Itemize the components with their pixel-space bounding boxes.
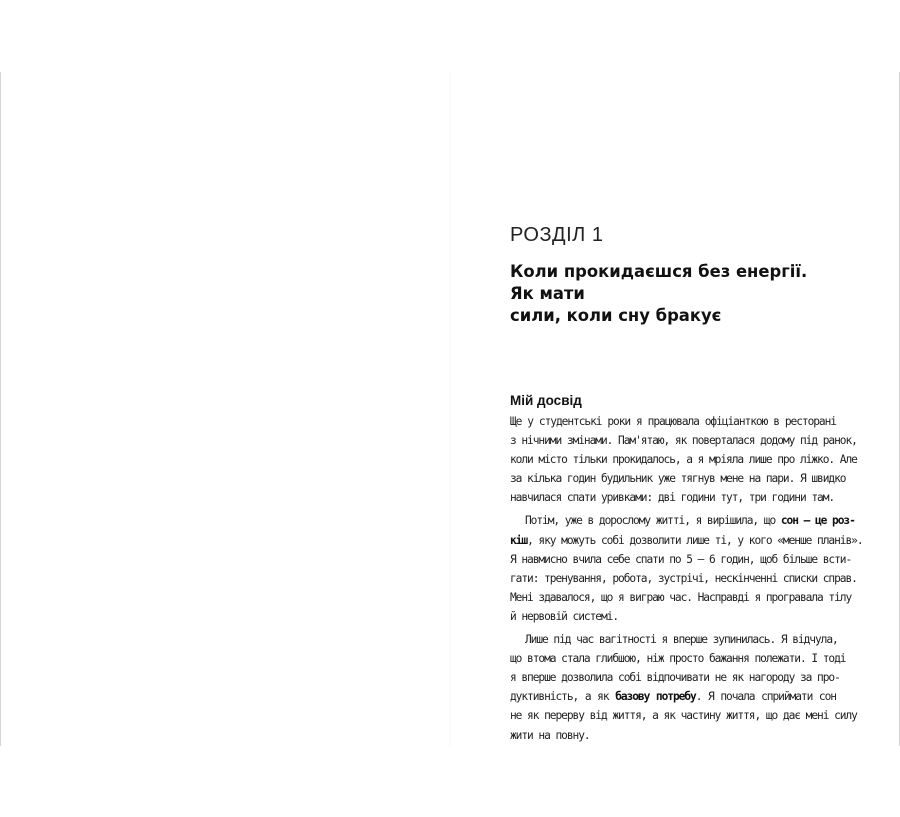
chapter-title-line-1: Коли прокидаєшся без енергії. Як мати (510, 262, 808, 303)
paragraph-1-line: Ще у студентські роки я працювала офіціанткою в ресторані (510, 415, 836, 428)
paragraph-1-line: навчилася спати уривками: дві години тут, три години там. (510, 491, 835, 505)
paragraph-1-line: за кілька годин будильник уже тягнув мене на пари. Я швидко (510, 472, 846, 486)
emphasis-sleep-luxury-end: кіш (510, 533, 528, 547)
paragraph-2 (510, 511, 863, 626)
paragraph-2-line: й нервовій системі. (510, 609, 619, 623)
paragraph-3-line: що втома стала глибшою, ніж просто бажання полежати. І тоді (510, 652, 846, 666)
paragraph-3 (510, 630, 857, 745)
paragraph-3-line: я вперше дозволила собі відпочивати не як нагороду за про- (510, 671, 840, 685)
paragraph-2-line: Мені здавалося, що я виграю час. Насправді я програвала тілу (510, 590, 852, 604)
paragraph-2-line (510, 531, 863, 550)
paragraph-3-text: дуктивність, а як (510, 690, 616, 704)
paragraph-2-line: Я навмисно вчила себе спати по 5 – 6 годин, щоб більше всти- (510, 552, 852, 566)
right-page-content (510, 222, 863, 745)
paragraph-3-text: . Я почала сприймати сон (695, 690, 836, 704)
paragraph-3-line: жити на повну. (510, 728, 590, 742)
paragraph-2-text: , яку можуть собі дозволити лише ті, у кого «менше планів». (527, 533, 863, 547)
chapter-title-line-2: сили, коли сну бракує (510, 306, 722, 325)
left-page-edge (0, 72, 1, 746)
emphasis-basic-need: базову потребу (615, 690, 696, 704)
paragraph-3-line: не як перерву від життя, а як частину життя, що дає мені силу (510, 709, 857, 723)
paragraph-3-line: Лише під час вагітності я вперше зупинилась. Я відчула, (525, 633, 838, 647)
paragraph-1-line: з нічними змінами. Пам'ятаю, як поверталася додому під ранок, (510, 434, 857, 448)
paragraph-1 (510, 412, 857, 507)
paragraph-2-line: гати: тренування, робота, зустрічі, нескінченні списки справ. (510, 571, 857, 585)
chapter-label: РОЗДІЛ 1 (510, 224, 604, 246)
paragraph-3-line (510, 687, 836, 706)
chapter-title (510, 261, 836, 327)
paragraph-2-text: Потім, уже в дорослому житті, я вирішила, що (525, 514, 781, 528)
emphasis-sleep-luxury: сон – це роз- (780, 514, 855, 528)
book-gutter (449, 72, 451, 746)
paragraph-2-line (510, 511, 855, 530)
paragraph-1-line: коли місто тільки прокидалось, а я мріяла лише про ліжко. Але (510, 453, 857, 467)
section-heading: Мій досвід (510, 393, 582, 408)
